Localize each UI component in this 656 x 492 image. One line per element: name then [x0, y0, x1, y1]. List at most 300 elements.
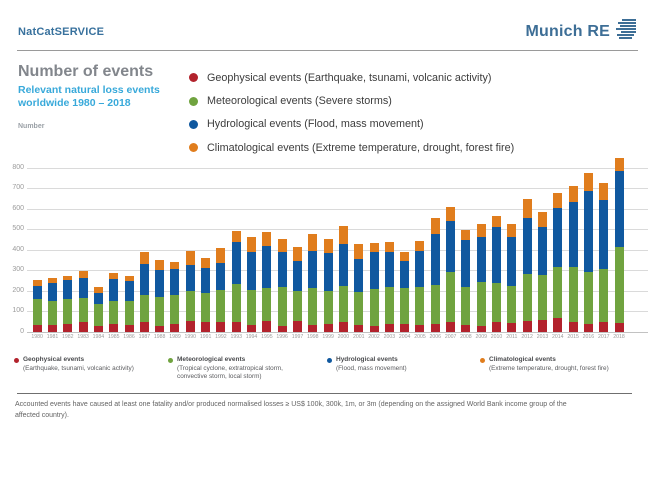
bar-segment-hydrological [446, 221, 455, 272]
bottom-legend-item [14, 356, 164, 373]
legend-label: Meteorological events (Severe storms) [207, 95, 392, 108]
legend-item [189, 89, 514, 112]
bar-segment-meteorological [523, 274, 532, 321]
y-tick-label: 600 [12, 204, 24, 212]
bar-segment-climatological [186, 251, 195, 265]
stacked-bar-1991 [201, 258, 210, 331]
bar-segment-geophysical [186, 321, 195, 331]
chart-subtitle-line2: worldwide 1980 – 2018 [18, 97, 131, 109]
bar-segment-geophysical [461, 325, 470, 332]
bar-segment-geophysical [431, 324, 440, 332]
legend-dot-icon [480, 358, 485, 363]
bar-segment-climatological [400, 252, 409, 261]
bar-segment-meteorological [293, 291, 302, 321]
bar-segment-meteorological [79, 298, 88, 322]
stacked-bar-2007 [446, 207, 455, 332]
x-tick-label: 2000 [337, 333, 350, 340]
bar-column-2001 [351, 150, 366, 332]
x-tick-label: 1983 [77, 333, 89, 340]
bottom-legend-item [327, 356, 452, 373]
x-tick-label: 1993 [230, 333, 242, 340]
bar-column-1989 [167, 150, 182, 332]
bar-segment-hydrological [155, 270, 164, 297]
bar-segment-geophysical [79, 322, 88, 331]
bar-segment-climatological [201, 258, 210, 267]
legend-dot-icon [189, 120, 198, 129]
bar-segment-hydrological [63, 280, 72, 299]
bar-segment-geophysical [94, 326, 103, 332]
bar-column-2010 [489, 150, 504, 332]
bar-segment-hydrological [599, 200, 608, 269]
bar-segment-meteorological [415, 287, 424, 325]
bar-segment-climatological [599, 183, 608, 200]
bar-segment-meteorological [385, 287, 394, 324]
bar-segment-meteorological [569, 267, 578, 322]
bar-segment-meteorological [278, 287, 287, 326]
bar-segment-meteorological [324, 291, 333, 323]
bar-column-1994 [244, 150, 259, 332]
x-tick-label: 2007 [444, 333, 457, 340]
bar-segment-meteorological [155, 297, 164, 326]
bar-segment-climatological [477, 224, 486, 237]
bar-column-1998 [305, 150, 320, 332]
bar-segment-meteorological [400, 288, 409, 324]
bar-segment-geophysical [278, 326, 287, 332]
bar-segment-climatological [155, 260, 164, 270]
bar-segment-hydrological [308, 251, 317, 288]
bar-segment-geophysical [308, 325, 317, 332]
x-tick-label: 1986 [123, 333, 135, 340]
bar-segment-hydrological [415, 251, 424, 287]
x-tick-label: 2002 [368, 333, 380, 340]
stacked-bar-1981 [48, 278, 57, 331]
y-tick-label: 500 [12, 225, 24, 233]
bar-segment-climatological [278, 239, 287, 252]
stacked-bar-2011 [507, 224, 516, 332]
bar-segment-geophysical [415, 325, 424, 332]
stacked-bar-2018 [615, 158, 624, 332]
x-tick-label: 2010 [490, 333, 503, 340]
x-tick-label: 1980 [31, 333, 43, 340]
bar-segment-hydrological [232, 242, 241, 284]
bar-segment-meteorological [492, 283, 501, 322]
header-divider [17, 50, 638, 51]
bar-segment-meteorological [431, 285, 440, 324]
x-tick-label: 2018 [613, 333, 625, 340]
bottom-legend-item [168, 356, 303, 382]
bar-column-1982 [60, 150, 75, 332]
bottom-legend-detail: (Tropical cyclone, extratropical storm, convective storm, local storm) [177, 364, 283, 380]
bar-segment-geophysical [63, 324, 72, 332]
x-tick-label: 1984 [92, 333, 105, 340]
bar-segment-geophysical [262, 321, 271, 331]
bar-column-1983 [75, 150, 90, 332]
bar-segment-geophysical [109, 324, 118, 332]
bars-layer [30, 150, 627, 332]
bar-segment-geophysical [354, 325, 363, 332]
x-tick-label: 2003 [383, 333, 396, 340]
bar-column-1988 [152, 150, 167, 332]
stacked-bar-2014 [553, 193, 562, 332]
bar-segment-geophysical [33, 325, 42, 332]
bar-segment-meteorological [538, 275, 547, 320]
legend-dot-icon [327, 358, 332, 363]
bar-segment-hydrological [400, 261, 409, 288]
x-tick-label: 1985 [107, 333, 120, 340]
munich-re-logo-icon [615, 17, 638, 47]
bar-segment-geophysical [477, 326, 486, 332]
bar-segment-geophysical [385, 324, 394, 332]
bar-column-2005 [412, 150, 427, 332]
bar-column-2004 [397, 150, 412, 332]
bar-segment-hydrological [278, 252, 287, 287]
x-tick-label: 1996 [276, 333, 288, 340]
bar-segment-geophysical [232, 322, 241, 331]
bar-segment-climatological [385, 242, 394, 251]
bar-segment-hydrological [79, 278, 88, 298]
legend-dot-icon [189, 73, 198, 82]
bar-segment-geophysical [216, 322, 225, 331]
bottom-legend-item [480, 356, 650, 373]
x-tick-label: 1994 [245, 333, 258, 340]
bar-segment-geophysical [339, 322, 348, 331]
stacked-bar-2013 [538, 212, 547, 332]
bar-column-2006 [428, 150, 443, 332]
stacked-bar-2005 [415, 241, 424, 332]
stacked-bar-chart [0, 150, 656, 345]
bottom-legend [0, 356, 656, 390]
bar-segment-climatological [615, 158, 624, 171]
y-tick-label: 800 [12, 163, 24, 171]
stacked-bar-2006 [431, 218, 440, 331]
x-tick-label: 2014 [552, 333, 564, 340]
bar-segment-meteorological [125, 301, 134, 325]
legend-item [189, 113, 514, 136]
bar-column-1990 [183, 150, 198, 332]
bar-segment-hydrological [109, 279, 118, 301]
x-tick-label: 1997 [291, 333, 304, 340]
bar-segment-hydrological [553, 208, 562, 266]
stacked-bar-1984 [94, 287, 103, 332]
bar-segment-geophysical [615, 323, 624, 332]
stacked-bar-1983 [79, 271, 88, 331]
bar-segment-climatological [370, 243, 379, 252]
bar-segment-climatological [538, 212, 547, 227]
bar-segment-climatological [339, 226, 348, 245]
stacked-bar-1986 [125, 276, 134, 332]
bar-segment-hydrological [615, 171, 624, 247]
x-tick-label: 1995 [261, 333, 273, 340]
legend-item [189, 66, 514, 89]
bar-segment-meteorological [186, 291, 195, 321]
natcatservice-brand: NatCatSERVICE [18, 26, 105, 38]
bar-segment-meteorological [446, 272, 455, 323]
bar-column-2002 [366, 150, 381, 332]
footer-divider [17, 393, 632, 394]
bar-column-1980 [30, 150, 45, 332]
x-tick-label: 1989 [169, 333, 181, 340]
bar-segment-climatological [415, 241, 424, 251]
bar-segment-climatological [569, 186, 578, 201]
bottom-legend-detail: (Flood, mass movement) [336, 364, 407, 372]
stacked-bar-2015 [569, 186, 578, 332]
bar-segment-geophysical [155, 326, 164, 332]
bar-segment-hydrological [461, 240, 470, 287]
bar-column-1991 [198, 150, 213, 332]
bar-column-2009 [474, 150, 489, 332]
stacked-bar-1994 [247, 237, 256, 332]
y-tick-label: 200 [12, 286, 24, 294]
y-tick-label: 400 [12, 245, 24, 253]
stacked-bar-2002 [370, 243, 379, 331]
bar-segment-geophysical [523, 321, 532, 332]
munich-re-logo-text: Munich RE [525, 23, 610, 40]
bar-segment-climatological [523, 199, 532, 217]
stacked-bar-2010 [492, 216, 501, 332]
stacked-bar-1997 [293, 247, 302, 332]
bar-column-1995 [259, 150, 274, 332]
bar-segment-climatological [247, 237, 256, 253]
bar-segment-geophysical [538, 320, 547, 332]
stacked-bar-2016 [584, 173, 593, 331]
bar-segment-meteorological [232, 284, 241, 322]
stacked-bar-1980 [33, 280, 42, 331]
bar-segment-meteorological [216, 290, 225, 322]
bar-segment-geophysical [140, 322, 149, 331]
stacked-bar-1989 [170, 262, 179, 331]
bar-segment-hydrological [385, 252, 394, 287]
bar-column-2003 [382, 150, 397, 332]
chart-title: Number of events [18, 63, 154, 80]
bar-column-2012 [520, 150, 535, 332]
y-tick-label: 100 [12, 307, 24, 315]
bottom-legend-title: Climatological events [489, 356, 556, 363]
bar-segment-hydrological [523, 218, 532, 274]
bar-column-2016 [581, 150, 596, 332]
bar-segment-meteorological [615, 247, 624, 322]
bar-segment-hydrological [370, 252, 379, 289]
bar-segment-meteorological [584, 272, 593, 324]
bar-segment-geophysical [492, 322, 501, 331]
bar-segment-geophysical [584, 324, 593, 332]
chart-subtitle-line1: Relevant natural loss events [18, 84, 160, 96]
x-tick-label: 2005 [414, 333, 426, 340]
bar-segment-hydrological [293, 261, 302, 291]
x-tick-label: 1999 [322, 333, 334, 340]
bar-segment-hydrological [170, 269, 179, 295]
bar-segment-meteorological [247, 290, 256, 324]
bar-column-2011 [504, 150, 519, 332]
x-tick-label: 1987 [138, 333, 151, 340]
stacked-bar-1987 [140, 252, 149, 332]
legend-dot-icon [189, 97, 198, 106]
chart-subtitle [18, 84, 160, 110]
bar-segment-hydrological [431, 234, 440, 285]
bar-segment-hydrological [216, 263, 225, 290]
stacked-bar-2004 [400, 252, 409, 331]
bar-segment-climatological [232, 231, 241, 242]
bar-segment-meteorological [308, 288, 317, 325]
y-tick-label: 300 [12, 266, 24, 274]
bar-segment-geophysical [599, 322, 608, 332]
bar-segment-climatological [492, 216, 501, 227]
bar-column-2007 [443, 150, 458, 332]
bar-segment-climatological [140, 252, 149, 265]
bar-column-1992 [213, 150, 228, 332]
bottom-legend-detail: (Extreme temperature, drought, forest fire) [489, 364, 609, 372]
stacked-bar-1993 [232, 231, 241, 332]
stacked-bar-1998 [308, 234, 317, 331]
x-tick-label: 1990 [184, 333, 197, 340]
bar-segment-hydrological [584, 191, 593, 272]
bar-segment-climatological [553, 193, 562, 209]
x-tick-label: 1988 [153, 333, 166, 340]
stacked-bar-2003 [385, 242, 394, 331]
bar-segment-hydrological [140, 264, 149, 294]
bar-segment-climatological [584, 173, 593, 191]
y-tick-label: 700 [12, 184, 24, 192]
bar-segment-climatological [216, 248, 225, 264]
x-tick-label: 1998 [307, 333, 319, 340]
x-tick-label: 2009 [475, 333, 487, 340]
bar-column-2017 [596, 150, 611, 332]
footnote-line2: income group of the affected country). [15, 401, 567, 419]
top-legend [189, 66, 514, 160]
bar-segment-meteorological [553, 267, 562, 319]
bar-column-1984 [91, 150, 106, 332]
bar-segment-hydrological [94, 293, 103, 304]
bar-segment-meteorological [63, 299, 72, 324]
bar-segment-meteorological [94, 304, 103, 326]
bar-segment-meteorological [354, 292, 363, 325]
bar-segment-hydrological [247, 252, 256, 290]
bottom-legend-title: Hydrological events [336, 356, 398, 363]
bar-segment-hydrological [125, 281, 134, 301]
bar-segment-hydrological [33, 286, 42, 299]
bar-segment-hydrological [186, 265, 195, 291]
munich-re-logo [526, 17, 638, 47]
footnote [15, 400, 575, 421]
x-tick-label: 2015 [567, 333, 579, 340]
bar-segment-climatological [262, 232, 271, 245]
bar-segment-climatological [461, 230, 470, 240]
bottom-legend-detail: (Earthquake, tsunami, volcanic activity) [23, 364, 134, 372]
legend-dot-icon [168, 358, 173, 363]
bar-column-1985 [106, 150, 121, 332]
bar-segment-geophysical [293, 321, 302, 331]
stacked-bar-1985 [109, 273, 118, 332]
bar-segment-meteorological [339, 286, 348, 323]
x-tick-label: 2001 [352, 333, 365, 340]
bar-segment-meteorological [599, 269, 608, 321]
bar-segment-meteorological [140, 295, 149, 323]
bar-segment-climatological [446, 207, 455, 221]
bar-segment-geophysical [569, 322, 578, 331]
stacked-bar-2001 [354, 244, 363, 332]
bar-segment-climatological [507, 224, 516, 237]
bar-segment-hydrological [201, 268, 210, 294]
bar-segment-geophysical [201, 322, 210, 331]
x-tick-label: 2008 [460, 333, 472, 340]
bar-column-1981 [45, 150, 60, 332]
bar-segment-hydrological [354, 259, 363, 292]
bar-segment-geophysical [170, 324, 179, 332]
x-axis-labels [30, 334, 627, 340]
bar-segment-climatological [293, 247, 302, 261]
bar-segment-hydrological [339, 244, 348, 285]
stacked-bar-2009 [477, 224, 486, 332]
stacked-bar-2008 [461, 230, 470, 332]
bar-column-2000 [336, 150, 351, 332]
bar-segment-geophysical [507, 323, 516, 332]
bar-segment-geophysical [370, 326, 379, 332]
stacked-bar-1992 [216, 248, 225, 332]
x-tick-label: 1992 [215, 333, 227, 340]
stacked-bar-1982 [63, 276, 72, 332]
bar-segment-geophysical [446, 322, 455, 331]
x-tick-label: 2006 [429, 333, 442, 340]
bar-segment-meteorological [477, 282, 486, 325]
bar-segment-meteorological [461, 287, 470, 325]
bar-segment-meteorological [507, 286, 516, 323]
bar-column-1996 [275, 150, 290, 332]
bar-column-2018 [611, 150, 626, 332]
legend-dot-icon [14, 358, 19, 363]
bar-segment-meteorological [109, 301, 118, 324]
x-tick-label: 2017 [597, 333, 610, 340]
bar-column-1999 [320, 150, 335, 332]
x-tick-label: 2004 [398, 333, 411, 340]
bar-segment-climatological [354, 244, 363, 259]
bar-segment-geophysical [553, 318, 562, 331]
bar-segment-hydrological [48, 283, 57, 301]
bar-segment-climatological [170, 262, 179, 269]
stacked-bar-2000 [339, 226, 348, 332]
bar-segment-geophysical [324, 324, 333, 332]
bar-segment-geophysical [400, 324, 409, 332]
footnote-line1: Accounted events have caused at least one fatality and/or produced normalised losses ≥ US$ 100k, 300k, 1m, or 3m (depending on the assigned World Bank [15, 401, 503, 408]
bar-column-2013 [535, 150, 550, 332]
legend-label: Hydrological events (Flood, mass movement) [207, 118, 424, 131]
bar-column-2014 [550, 150, 565, 332]
bar-segment-hydrological [324, 253, 333, 291]
bar-segment-hydrological [262, 246, 271, 288]
bar-segment-hydrological [569, 202, 578, 268]
bar-segment-hydrological [477, 237, 486, 283]
legend-label: Geophysical events (Earthquake, tsunami, volcanic activity) [207, 71, 492, 84]
bar-segment-hydrological [507, 237, 516, 286]
bar-column-1987 [137, 150, 152, 332]
stacked-bar-1999 [324, 239, 333, 332]
bar-segment-meteorological [48, 301, 57, 325]
bar-segment-hydrological [492, 227, 501, 284]
bar-segment-meteorological [370, 289, 379, 325]
x-tick-label: 1981 [46, 333, 59, 340]
x-tick-label: 2012 [521, 333, 533, 340]
bar-segment-geophysical [48, 325, 57, 332]
bar-segment-climatological [308, 234, 317, 251]
bar-segment-meteorological [33, 299, 42, 325]
bar-segment-climatological [431, 218, 440, 233]
y-axis-unit-label: Number [18, 123, 45, 130]
x-tick-label: 2016 [582, 333, 595, 340]
bar-segment-hydrological [538, 227, 547, 275]
bar-segment-geophysical [125, 325, 134, 332]
stacked-bar-1995 [262, 232, 271, 331]
stacked-bar-1996 [278, 239, 287, 332]
bar-column-1986 [121, 150, 136, 332]
bar-segment-geophysical [247, 325, 256, 332]
